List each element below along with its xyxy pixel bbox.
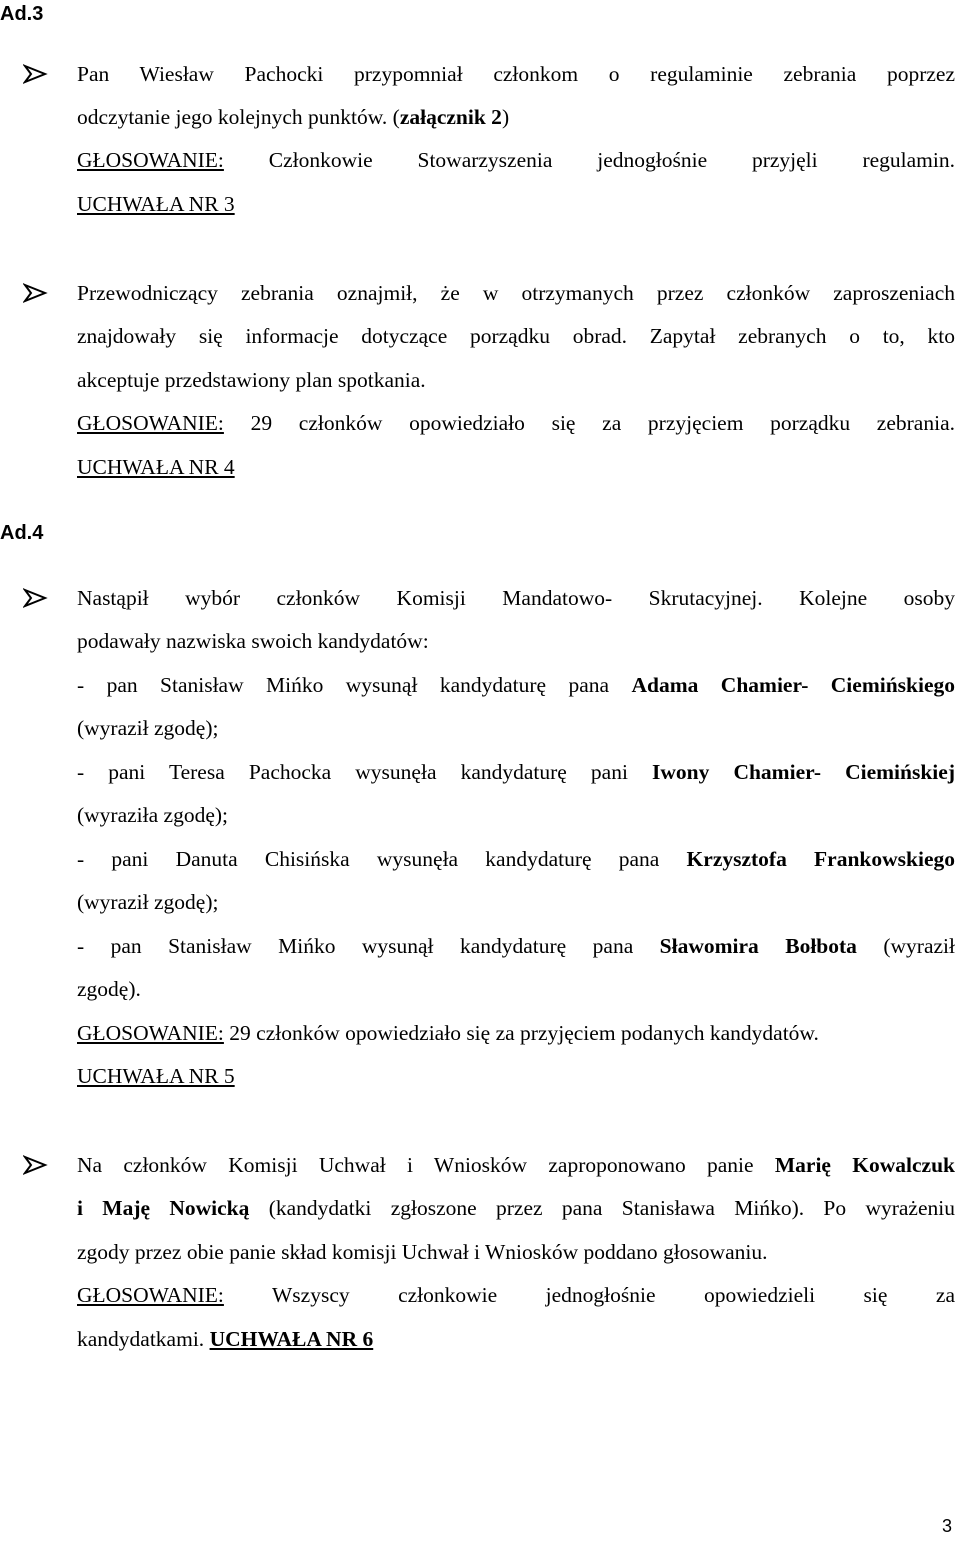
candidate-name: Iwony Chamier- Ciemińskiej (652, 760, 955, 784)
paragraph-line: Przewodniczący zebrania oznajmił, że w otrzymanych przez członków zaproszeniach (77, 281, 955, 305)
vote-label: GŁOSOWANIE: (77, 411, 224, 435)
paragraph-line: podawały nazwiska swoich kandydatów: (77, 629, 429, 653)
vote-line: GŁOSOWANIE: Wszyscy członkowie jednogłośnie opowiedzieli się za (77, 1283, 955, 1307)
resolution-label: UCHWAŁA NR 4 (77, 455, 235, 479)
candidate-name: Sławomira Bołbota (659, 934, 857, 958)
paragraph-line: znajdowały się informacje dotyczące porządku obrad. Zapytał zebranych o to, kto (77, 324, 955, 348)
vote-line: GŁOSOWANIE: 29 członków opowiedziało się za przyjęciem porządku zebrania. (77, 411, 955, 435)
paragraph-line: (wyraził zgodę); (77, 716, 219, 740)
vote-label: GŁOSOWANIE: (77, 1283, 224, 1307)
paragraph-line: zgodę). (77, 977, 141, 1001)
paragraph-line: odczytanie jego kolejnych punktów. (załącznik 2) (77, 105, 510, 129)
vote-label: GŁOSOWANIE: (77, 148, 224, 172)
candidate-name: i Maję Nowicką (77, 1196, 250, 1220)
candidate-line: - pani Teresa Pachocka wysunęła kandydaturę pani Iwony Chamier- Ciemińskiej (77, 760, 955, 784)
arrowhead-bullet-icon (23, 64, 51, 84)
paragraph-line: kandydatkami. UCHWAŁA NR 6 (77, 1327, 374, 1351)
resolution-label: UCHWAŁA NR 5 (77, 1064, 235, 1088)
section-heading-ad3: Ad.3 (0, 3, 44, 25)
paragraph-line: i Maję Nowicką (kandydatki zgłoszone przez pana Stanisława Mińko). Po wyrażeniu (77, 1196, 955, 1220)
vote-label: GŁOSOWANIE: (77, 1021, 224, 1045)
page-number: 3 (941, 1516, 952, 1536)
candidate-name: Krzysztofa Frankowskiego (686, 847, 955, 871)
vote-line: GŁOSOWANIE: Członkowie Stowarzyszenia jednogłośnie przyjęli regulamin. (77, 148, 955, 172)
paragraph-line: akceptuje przedstawiony plan spotkania. (77, 368, 426, 392)
paragraph-line: (wyraziła zgodę); (77, 803, 229, 827)
candidate-line: - pan Stanisław Mińko wysunął kandydaturę pana Adama Chamier- Ciemińskiego (77, 673, 955, 697)
section-heading-ad4: Ad.4 (0, 522, 44, 544)
paragraph-line: Pan Wiesław Pachocki przypomniał członkom o regulaminie zebrania poprzez (77, 62, 955, 86)
paragraph-line: zgody przez obie panie skład komisji Uchwał i Wniosków poddano głosowaniu. (77, 1240, 768, 1264)
vote-line: GŁOSOWANIE: 29 członków opowiedziało się za przyjęciem podanych kandydatów. (77, 1021, 819, 1045)
candidate-line: - pani Danuta Chisińska wysunęła kandydaturę pana Krzysztofa Frankowskiego (77, 847, 955, 871)
candidate-name: Adama Chamier- Ciemińskiego (631, 673, 955, 697)
resolution-label: UCHWAŁA NR 3 (77, 192, 235, 216)
candidate-line: - pan Stanisław Mińko wysunął kandydaturę pana Sławomira Bołbota (wyraził (77, 934, 955, 958)
paragraph-line: (wyraził zgodę); (77, 890, 219, 914)
paragraph-line: Nastąpił wybór członków Komisji Mandatowo- Skrutacyjnej. Kolejne osoby (77, 586, 955, 610)
arrowhead-bullet-icon (23, 283, 51, 303)
paragraph-line: Na członków Komisji Uchwał i Wniosków zaproponowano panie Marię Kowalczuk (77, 1153, 955, 1177)
resolution-label: UCHWAŁA NR 6 (209, 1327, 374, 1351)
arrowhead-bullet-icon (23, 1155, 51, 1175)
arrowhead-bullet-icon (23, 588, 51, 608)
candidate-name: Marię Kowalczuk (774, 1153, 955, 1177)
attachment-reference: załącznik 2 (399, 105, 502, 129)
